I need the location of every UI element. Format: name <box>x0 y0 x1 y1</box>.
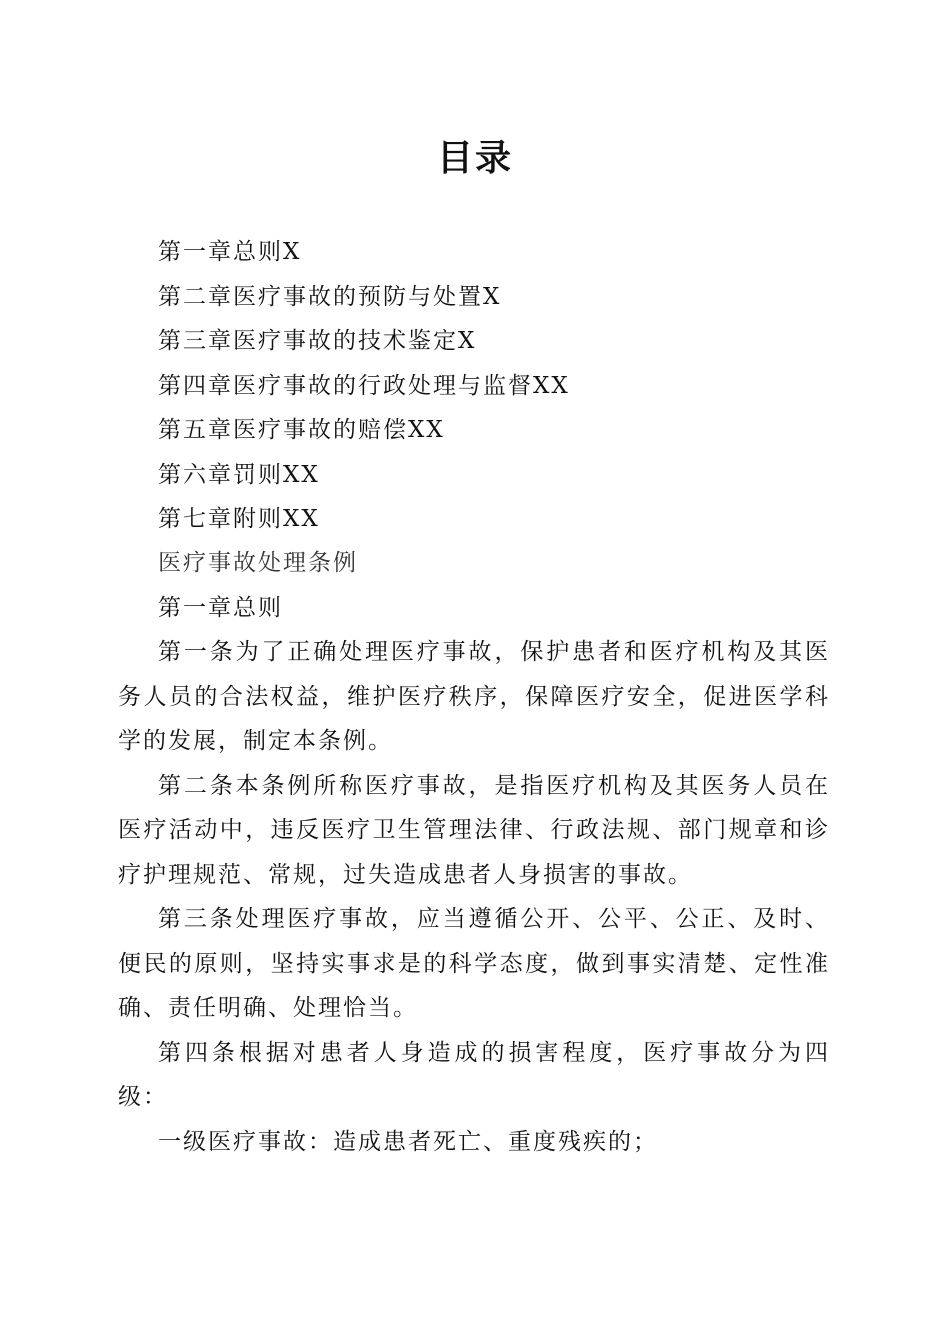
toc-item-chapter-1[interactable]: 第一章总则X <box>158 239 302 265</box>
document-title: 医疗事故处理条例 <box>158 550 358 576</box>
toc-item-chapter-7[interactable]: 第七章附则XX <box>158 506 320 532</box>
article-3-paragraph: 第三条处理医疗事故，应当遵循公开、公平、公正、及时、便民的原则，坚持实事求是的科学态度，做到事实清楚、定性准确、责任明确、处理恰当。 <box>118 906 830 1021</box>
article-1-paragraph: 第一条为了正确处理医疗事故，保护患者和医疗机构及其医务人员的合法权益，维护医疗秩序，保障医疗安全，促进医学科学的发展，制定本条例。 <box>118 639 830 754</box>
level-1-accident-line: 一级医疗事故：造成患者死亡、重度残疾的； <box>158 1128 658 1155</box>
article-2-paragraph: 第二条本条例所称医疗事故，是指医疗机构及其医务人员在医疗活动中，违反医疗卫生管理法律、行政法规、部门规章和诊疗护理规范、常规，过失造成患者人身损害的事故。 <box>118 772 830 888</box>
document-body <box>118 541 830 1164</box>
toc-item-chapter-2[interactable]: 第二章医疗事故的预防与处置X <box>158 283 502 310</box>
toc-item-chapter-5[interactable]: 第五章医疗事故的赔偿XX <box>158 417 445 443</box>
toc-item-chapter-3[interactable]: 第三章医疗事故的技术鉴定X <box>158 328 477 354</box>
page-title: 目录 <box>436 137 513 179</box>
article-4-paragraph: 第四条根据对患者人身造成的损害程度，医疗事故分为四级： <box>118 1039 830 1110</box>
chapter-heading: 第一章总则 <box>158 594 283 621</box>
toc-item-chapter-6[interactable]: 第六章罚则XX <box>158 461 320 488</box>
toc-item-chapter-4[interactable]: 第四章医疗事故的行政处理与监督XX <box>158 372 570 399</box>
table-of-contents <box>158 230 838 542</box>
